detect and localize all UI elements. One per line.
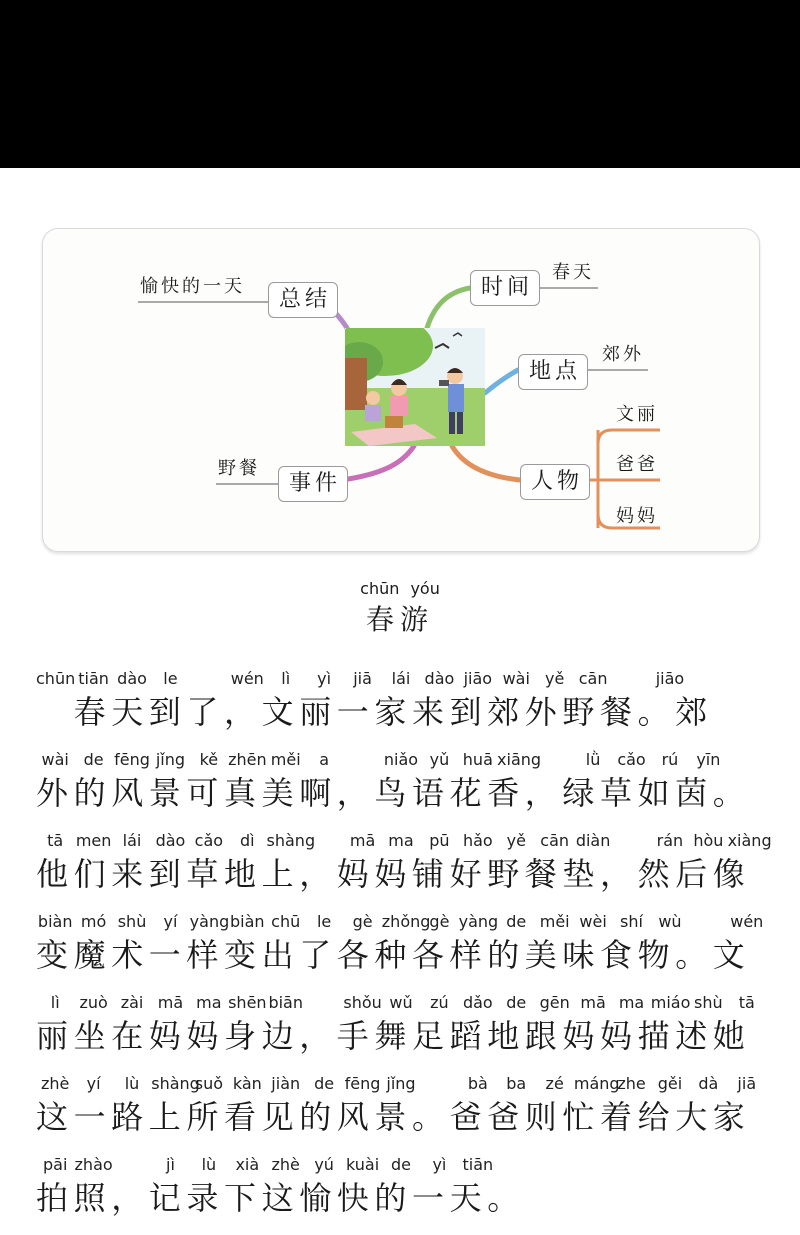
summary-leaf: 愉快的一天 bbox=[140, 276, 245, 297]
pinyin-syllable: mā bbox=[580, 993, 606, 1012]
title-pinyin: chūn yóu bbox=[360, 579, 440, 598]
pinyin-syllable: rán bbox=[656, 831, 684, 850]
pinyin-syllable: jiāo bbox=[463, 669, 493, 688]
pinyin-syllable: rú bbox=[661, 750, 679, 769]
pinyin-syllable: zhè bbox=[41, 1074, 70, 1093]
passage-line bbox=[36, 749, 766, 830]
story-title bbox=[0, 578, 800, 640]
pinyin-syllable: wǔ bbox=[389, 993, 413, 1012]
pinyin-syllable: dà bbox=[698, 1074, 719, 1093]
pinyin-syllable: biàn bbox=[37, 912, 73, 931]
pinyin-syllable: shàng bbox=[151, 1074, 200, 1093]
pinyin-syllable: ma bbox=[388, 831, 414, 850]
pinyin-syllable: wài bbox=[41, 750, 69, 769]
pinyin-syllable: tiān bbox=[78, 669, 109, 688]
pinyin-syllable: zé bbox=[545, 1074, 564, 1093]
people-leaf-wenli: 文丽 bbox=[616, 404, 658, 425]
pinyin-syllable: lù bbox=[124, 1074, 140, 1093]
pinyin-syllable: shēn bbox=[228, 993, 267, 1012]
pinyin-syllable: yàng bbox=[458, 912, 499, 931]
pinyin-syllable: de bbox=[506, 993, 527, 1012]
pinyin-syllable: tā bbox=[47, 831, 64, 850]
pinyin-syllable: yú bbox=[314, 1155, 334, 1174]
pinyin-syllable: de bbox=[83, 750, 104, 769]
line-pinyin bbox=[36, 992, 766, 1014]
pinyin-syllable: wài bbox=[502, 669, 530, 688]
pinyin-syllable: yí bbox=[86, 1074, 101, 1093]
passage-line bbox=[36, 1073, 766, 1154]
line-hanzi: 春天到了，文丽一家来到郊外野餐。郊 bbox=[36, 693, 713, 731]
line-hanzi: 拍照，记录下这愉快的一天。 bbox=[36, 1179, 525, 1217]
pinyin-syllable: tā bbox=[738, 993, 755, 1012]
pinyin-syllable: lái bbox=[122, 831, 142, 850]
pinyin-syllable: jǐng bbox=[386, 1074, 416, 1093]
pinyin-syllable: yǔ bbox=[429, 750, 450, 769]
pinyin-syllable: zhēn bbox=[228, 750, 267, 769]
pinyin-syllable: yì bbox=[432, 1155, 447, 1174]
line-pinyin bbox=[36, 749, 766, 771]
pinyin-syllable: pū bbox=[429, 831, 450, 850]
picnic-illustration bbox=[345, 328, 485, 446]
passage-line bbox=[36, 911, 766, 992]
pinyin-syllable: de bbox=[390, 1155, 411, 1174]
pinyin-syllable: měi bbox=[270, 750, 301, 769]
pinyin-syllable: wén bbox=[230, 669, 264, 688]
line-pinyin bbox=[36, 1073, 766, 1095]
people-branch bbox=[452, 446, 520, 480]
pinyin-syllable: hòu bbox=[693, 831, 724, 850]
pinyin-syllable: yàng bbox=[189, 912, 230, 931]
pinyin-syllable: wèi bbox=[579, 912, 607, 931]
time-branch bbox=[427, 288, 470, 328]
pinyin-syllable: wù bbox=[658, 912, 682, 931]
pinyin-syllable: jì bbox=[166, 1155, 175, 1174]
pinyin-syllable: dào bbox=[155, 831, 186, 850]
pinyin-syllable: tiān bbox=[462, 1155, 494, 1174]
pinyin-syllable: de bbox=[314, 1074, 335, 1093]
line-hanzi: 外的风景可真美啊，鸟语花香，绿草如茵。 bbox=[36, 774, 751, 812]
pinyin-syllable: shù bbox=[694, 993, 723, 1012]
pinyin-syllable: dì bbox=[239, 831, 255, 850]
pinyin-syllable: gěi bbox=[657, 1074, 683, 1093]
pinyin-syllable: ma bbox=[618, 993, 645, 1012]
place-node: 地点 bbox=[518, 354, 588, 390]
pinyin-syllable: yīn bbox=[696, 750, 721, 769]
pinyin-syllable: mā bbox=[157, 993, 184, 1012]
line-hanzi: 这一路上所看见的风景。爸爸则忙着给大家 bbox=[36, 1098, 751, 1136]
pinyin-syllable: fēng bbox=[344, 1074, 381, 1093]
pinyin-syllable: dǎo bbox=[462, 993, 493, 1012]
pinyin-syllable: zài bbox=[120, 993, 144, 1012]
pinyin-syllable: wén bbox=[730, 912, 764, 931]
pinyin-syllable: hǎo bbox=[462, 831, 493, 850]
pinyin-syllable: cǎo bbox=[617, 750, 646, 769]
pinyin-syllable: yě bbox=[506, 831, 526, 850]
pinyin-syllable: xiàng bbox=[727, 831, 772, 850]
pinyin-syllable: a bbox=[319, 750, 330, 769]
people-leaf-baba: 爸爸 bbox=[616, 454, 658, 475]
pinyin-syllable: jiā bbox=[353, 669, 372, 688]
pinyin-syllable: shù bbox=[117, 912, 147, 931]
pinyin-syllable: ma bbox=[196, 993, 222, 1012]
pinyin-syllable: kuài bbox=[345, 1155, 380, 1174]
pinyin-syllable: jiā bbox=[737, 1074, 757, 1093]
pinyin-syllable: niǎo bbox=[383, 750, 419, 769]
pinyin-syllable: kě bbox=[199, 750, 219, 769]
pinyin-syllable: xiāng bbox=[497, 750, 542, 769]
people-leaf-mama: 妈妈 bbox=[616, 506, 658, 527]
passage-line bbox=[36, 992, 766, 1073]
passage-line bbox=[36, 668, 766, 749]
pinyin-syllable: miáo bbox=[650, 993, 691, 1012]
pinyin-syllable: měi bbox=[539, 912, 570, 931]
pinyin-syllable: zuò bbox=[79, 993, 108, 1012]
pinyin-syllable: dào bbox=[424, 669, 455, 688]
pinyin-syllable: bà bbox=[467, 1074, 488, 1093]
pinyin-syllable: chū bbox=[271, 912, 301, 931]
pinyin-syllable: xià bbox=[235, 1155, 260, 1174]
pinyin-syllable: cān bbox=[578, 669, 608, 688]
time-leaf: 春天 bbox=[552, 262, 594, 283]
mindmap bbox=[42, 228, 758, 550]
pinyin-syllable: lì bbox=[50, 993, 60, 1012]
pinyin-syllable: shàng bbox=[266, 831, 316, 850]
pinyin-syllable: men bbox=[75, 831, 112, 850]
pinyin-syllable: biān bbox=[268, 993, 303, 1012]
pinyin-syllable: zhe bbox=[617, 1074, 646, 1093]
pinyin-syllable: biàn bbox=[230, 912, 265, 931]
line-hanzi: 他们来到草地上，妈妈铺好野餐垫，然后像 bbox=[36, 855, 751, 893]
pinyin-syllable: suǒ bbox=[194, 1074, 223, 1093]
pinyin-syllable: shǒu bbox=[343, 993, 382, 1012]
pinyin-syllable: cān bbox=[540, 831, 570, 850]
pinyin-syllable: gè bbox=[429, 912, 450, 931]
pinyin-syllable: gēn bbox=[539, 993, 570, 1012]
top-black-bar bbox=[0, 0, 800, 168]
line-pinyin bbox=[36, 1154, 766, 1176]
pinyin-syllable: mā bbox=[349, 831, 376, 850]
pinyin-syllable: fēng bbox=[114, 750, 150, 769]
pinyin-syllable: le bbox=[316, 912, 332, 931]
pinyin-syllable: yì bbox=[317, 669, 332, 688]
story-passage bbox=[36, 668, 772, 1235]
pinyin-syllable: yě bbox=[545, 669, 565, 688]
pinyin-syllable: dào bbox=[117, 669, 147, 688]
pinyin-syllable: mó bbox=[80, 912, 107, 931]
pinyin-syllable: lǜ bbox=[585, 750, 601, 769]
pinyin-syllable: kàn bbox=[232, 1074, 262, 1093]
line-hanzi: 变魔术一样变出了各种各样的美味食物。文 bbox=[36, 936, 751, 974]
pinyin-syllable: zhǒng bbox=[381, 912, 431, 931]
pinyin-syllable: de bbox=[506, 912, 527, 931]
pinyin-syllable: chūn bbox=[36, 669, 76, 688]
pinyin-syllable: le bbox=[163, 669, 178, 688]
line-pinyin bbox=[36, 668, 766, 690]
pinyin-syllable: zhào bbox=[74, 1155, 113, 1174]
pinyin-syllable: zhè bbox=[271, 1155, 300, 1174]
pinyin-syllable: yí bbox=[163, 912, 178, 931]
pinyin-syllable: pāi bbox=[43, 1155, 68, 1174]
line-pinyin bbox=[36, 911, 766, 933]
pinyin-syllable: lái bbox=[391, 669, 411, 688]
pinyin-syllable: zú bbox=[430, 993, 449, 1012]
people-node: 人物 bbox=[520, 464, 590, 500]
line-hanzi: 丽坐在妈妈身边，手舞足蹈地跟妈妈描述她 bbox=[36, 1017, 751, 1055]
passage-line bbox=[36, 830, 772, 911]
summary-node: 总结 bbox=[268, 282, 338, 318]
place-branch bbox=[485, 370, 518, 393]
pinyin-syllable: ba bbox=[506, 1074, 527, 1093]
time-node: 时间 bbox=[470, 270, 540, 306]
event-branch bbox=[342, 446, 414, 480]
title-hanzi: 春游 bbox=[365, 603, 434, 636]
event-node: 事件 bbox=[278, 466, 348, 502]
pinyin-syllable: lù bbox=[201, 1155, 217, 1174]
pinyin-syllable: gè bbox=[352, 912, 373, 931]
pinyin-syllable: jǐng bbox=[155, 750, 186, 769]
line-pinyin bbox=[36, 830, 772, 852]
pinyin-syllable: lì bbox=[281, 669, 291, 688]
pinyin-syllable: jiàn bbox=[271, 1074, 301, 1093]
event-leaf: 野餐 bbox=[218, 458, 260, 479]
pinyin-syllable: shí bbox=[620, 912, 643, 931]
pinyin-syllable: huā bbox=[462, 750, 493, 769]
pinyin-syllable: diàn bbox=[575, 831, 611, 850]
pinyin-syllable: máng bbox=[573, 1074, 620, 1093]
place-leaf: 郊外 bbox=[602, 344, 644, 365]
pinyin-syllable: jiāo bbox=[655, 669, 685, 688]
pinyin-syllable: cǎo bbox=[194, 831, 224, 850]
